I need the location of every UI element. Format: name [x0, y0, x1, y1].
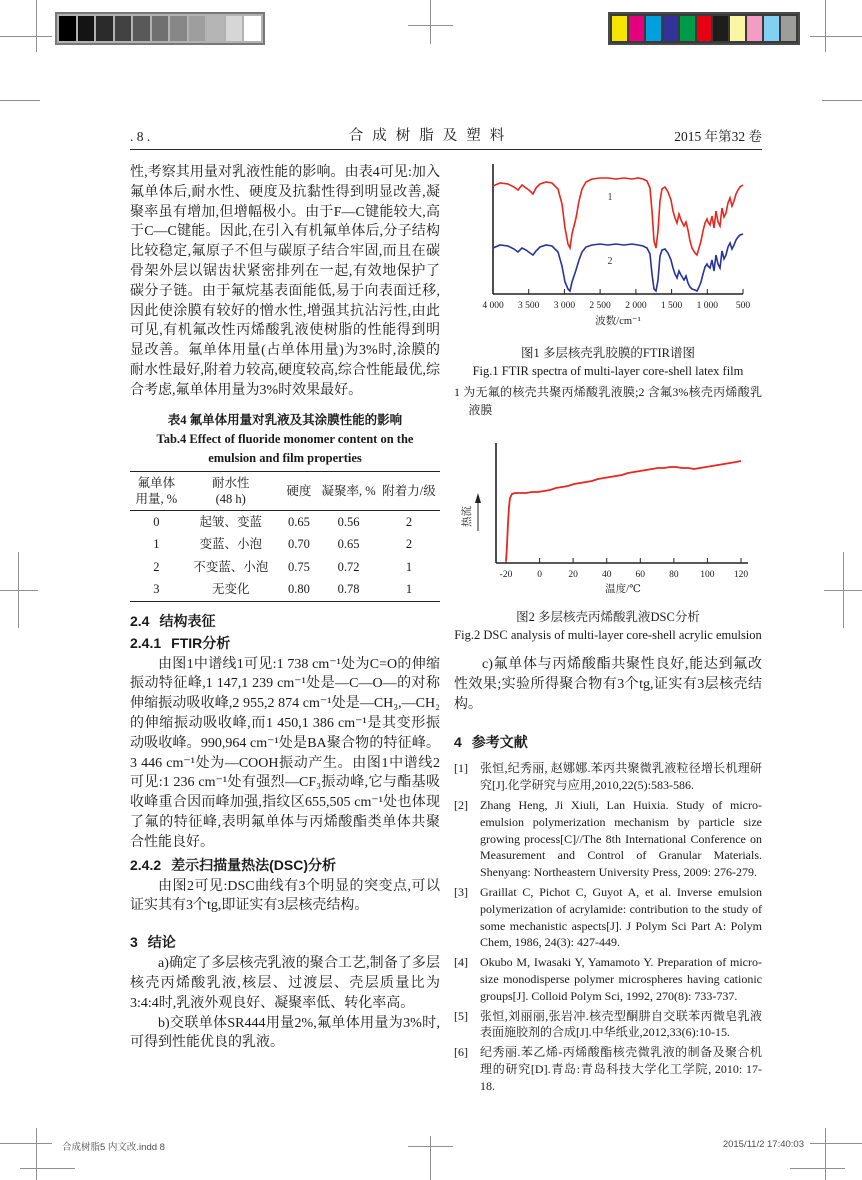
table-cell: 0.65 [287, 514, 310, 529]
crop-mark-line [810, 36, 862, 37]
list-item: [4] Okubo M, Iwasaki Y, Yamamoto Y. Preparation of micro-size monodisperse polymer microspheres having cationic groups[J]. Colloid Polym Sci, 1992, 270(8): 733-737. [454, 955, 762, 1003]
gray-swatch [115, 16, 132, 41]
crop-mark-line [824, 590, 862, 591]
table-cell: 2 [405, 514, 413, 529]
left-column [130, 163, 440, 1053]
color-swatch [612, 16, 627, 41]
gray-swatch [170, 16, 187, 41]
gray-swatch [133, 16, 150, 41]
crop-mark-line [810, 1143, 862, 1144]
section-heading-2-4: 2.4 结构表征 [130, 612, 216, 629]
table-cell: 0 [153, 514, 160, 529]
x-tick-label: 60 [635, 570, 646, 580]
gray-swatch [189, 16, 206, 41]
color-swatch [697, 16, 712, 41]
issue-info: 2015 年第32 卷 [674, 129, 762, 144]
figure1-caption-en: Fig.1 FTIR spectra of multi-layer core-shell latex film [472, 364, 744, 378]
crop-mark-line [825, 0, 826, 52]
x-tick-label: 0 [537, 570, 542, 580]
figure1-caption-zh: 图1 多层核壳乳胶膜的FTIR谱图 [521, 346, 695, 360]
crop-mark-line [0, 36, 52, 37]
table4-caption-en2: emulsion and film properties [208, 450, 362, 465]
color-swatch [646, 16, 661, 41]
gray-swatch [226, 16, 243, 41]
gray-swatch [152, 16, 169, 41]
figure2-caption-en: Fig.2 DSC analysis of multi-layer core-shell acrylic emulsion [454, 628, 762, 642]
crop-mark-line [36, 1128, 37, 1180]
x-tick-label: 2 500 [589, 301, 611, 311]
right-column [454, 156, 762, 1098]
y-axis-arrow-icon [475, 493, 481, 503]
x-tick-label: 100 [700, 570, 715, 580]
gray-swatch [207, 16, 224, 41]
table-cell: 1 [405, 559, 413, 574]
table-header-cell: 凝聚率, % [319, 471, 378, 510]
x-tick-label: 1 000 [696, 301, 718, 311]
x-tick-label: -20 [499, 570, 513, 580]
dsc-curve [506, 461, 741, 561]
table-cell: 2 [405, 537, 413, 552]
section-heading-2-4-1: 2.4.1 FTIR分析 [130, 634, 231, 651]
crop-mark-line [825, 1128, 826, 1180]
running-head [130, 128, 762, 150]
list-item: [6] 纪秀丽.苯乙烯-丙烯酸酯核壳微乳液的制备及聚合机理的研究[D].青岛:青岛科技大学化工学院, 2010: 17-18. [454, 1045, 762, 1093]
table-row [130, 556, 440, 579]
table4 [130, 471, 440, 602]
ftir-curve-2 [493, 234, 743, 291]
table-cell: 变蓝、小泡 [199, 537, 262, 552]
crop-mark-line [430, 1136, 431, 1180]
ftir-chart [458, 156, 758, 336]
table-row [130, 533, 440, 556]
y-axis-label: 热流 [462, 506, 473, 527]
x-axis-label: 波数/cm⁻¹ [595, 316, 641, 327]
color-swatch [629, 16, 644, 41]
body-paragraph: 性,考察其用量对乳液性能的影响。由表4可见:加入氟单体后,耐水性、硬度及抗黏性得到明显改善,凝聚率虽有增加,但增幅极小。由于F—C键能较大,高于C—C键能。因此,在引入有机氟单体后,分子结构比较稳定,氟原子不但与碳原子结合牢固,而且在碳骨架外层以锯齿状紧密排列在一起,有效地保护了碳分子链。由于氟烷基表面能低,易于向表面迁移,因此使涂膜有较好的憎水性,增强其抗沾污性,由此可见,有机氟改性丙烯酸乳液使树脂的性能得到明显改善。氟单体用量(占单体用量)为3%时,涂膜的耐水性最好,附着力较高,硬度较高,综合性能最优,综合考虑,氟单体用量为3%时效果最好。 [130, 165, 440, 398]
list-item: [2] Zhang Heng, Ji Xiuli, Lan Huixia. Study of micro-emulsion polymerization mechanism by particle size growing process[C]//The 8th International Conference on Measurement and Control of Granular Materials. Shenyang: Northeastern University Press, 2009: 276-279. [454, 797, 762, 880]
x-tick-label: 20 [568, 570, 578, 580]
footer-filename: 合成树脂5 内文改.indd 8 [62, 1142, 165, 1153]
curve2-label: 2 [607, 256, 613, 267]
ftir-paragraph: 由图1中谱线1可见:1 738 cm⁻¹处为C=O的伸缩振动特征峰,1 147,1 239 cm⁻¹处是—C—O—的对称伸缩振动吸收峰,2 955,2 874 cm⁻¹处是—CH₃,—CH₂的伸缩振动吸收峰,而1 450,1 386 cm⁻¹是其变形振动吸收峰。990,964 cm⁻¹处是BA聚合物的特征峰。3 446 cm⁻¹处为—COOH振动产生。由图1中谱线2可见:1 236 cm⁻¹处有强烈—CF₃振动峰,它与酯基吸收峰重合因而峰加强,指纹区655,505 cm⁻¹处也体现了氟的特征峰,表明氟单体与丙烯酸酯类单体共聚合性能良好。 [130, 656, 440, 850]
x-tick-label: 120 [733, 570, 749, 580]
crop-mark-line [430, 0, 431, 44]
section-heading-3: 3 结论 [130, 934, 176, 951]
grayscale-calibration-bar [55, 12, 265, 45]
color-swatch [663, 16, 678, 41]
x-tick-label: 1 500 [660, 301, 683, 311]
table-cell: 不变蓝、小泡 [193, 559, 269, 574]
list-item: [5] 张恒,刘丽丽,张岩冲.核壳型酮肼自交联苯丙微皂乳液表面施胶剂的合成[J].中华纸业,2012,33(6):10-15. [454, 1008, 762, 1040]
list-item: [3] Graillat C, Pichot C, Guyot A, et al. Inverse emulsion polymerization of acrylamide: contribution to the study of some mechanistic aspects[J]. J Polym Sci Part A: Polym Chem, 1986, 24(3): 427-449. [454, 884, 762, 950]
table-cell: 0.72 [337, 559, 360, 574]
table4-caption-en: Tab.4 Effect of fluoride monomer content on the [156, 431, 414, 446]
reference-list [454, 760, 762, 1094]
curve1-label: 1 [607, 192, 613, 203]
table-cell: 1 [405, 582, 413, 597]
table-cell: 0.56 [337, 514, 360, 529]
x-tick-label: 3 500 [518, 301, 540, 311]
crop-mark-line [0, 1143, 52, 1144]
table-cell: 0.78 [337, 582, 360, 597]
conclusion-b: b)交联单体SR444用量2%,氟单体用量为3%时,可得到性能优良的乳液。 [130, 1015, 440, 1051]
dsc-paragraph: 由图2可见:DSC曲线有3个明显的突变点,可以证实其有3个tg,即证实有3层核壳结构。 [130, 878, 440, 914]
figure2 [454, 435, 762, 643]
crop-mark-line [822, 100, 862, 101]
figure1-legend: 1 为无氟的核壳共聚丙烯酸乳液膜;2 含氟3%核壳丙烯酸乳液膜 [454, 385, 762, 417]
color-swatch [680, 16, 695, 41]
crop-mark-line [0, 100, 40, 101]
footer-timestamp: 2015/11/2 17:40:03 [722, 1139, 804, 1150]
table-cell: 无变化 [211, 582, 250, 597]
color-calibration-bar [608, 12, 800, 45]
table-cell: 2 [153, 559, 160, 574]
table-cell: 0.65 [337, 537, 360, 552]
page-number: . 8 . [130, 129, 151, 144]
table-row [130, 510, 440, 533]
table-header-cell: 氟单体 用量, % [130, 471, 183, 510]
figure1 [454, 156, 762, 419]
table-cell: 0.70 [287, 537, 310, 552]
table-header-cell: 耐水性 (48 h) [183, 471, 279, 510]
list-item: [1] 张恒,纪秀丽, 赵娜娜.苯丙共聚微乳液粒径增长机理研究[J].化学研究与应用,2010,22(5):583-586. [454, 761, 762, 793]
journal-title: 合成树脂及塑料 [348, 128, 514, 144]
x-axis-label: 温度/℃ [605, 584, 641, 595]
section-heading-2-4-2: 2.4.2 差示扫描量热法(DSC)分析 [130, 856, 337, 873]
x-tick-label: 40 [601, 570, 612, 580]
gray-swatch [59, 16, 76, 41]
crop-mark-line [408, 25, 453, 26]
conclusion-c: c)氟单体与丙烯酸酯共聚性良好,能达到氟改性效果;实验所得聚合物有3个tg,证实有3层核壳结构。 [454, 657, 762, 712]
table-header-row [130, 471, 440, 510]
crop-mark-line [0, 590, 38, 591]
table-header-cell: 附着力/级 [378, 471, 440, 510]
references-heading: 4 参考文献 [454, 734, 528, 751]
table-row [130, 578, 440, 601]
table4-caption-zh: 表4 氟单体用量对乳液及其涂膜性能的影响 [167, 412, 403, 427]
conclusion-a: a)确定了多层核壳乳液的聚合工艺,制备了多层核壳丙烯酸乳液,核层、过渡层、壳层质量比为3:4:4时,乳液外观良好、凝聚率低、转化率高。 [130, 956, 440, 1011]
gray-swatch [96, 16, 113, 41]
table-cell: 起皱、变蓝 [199, 514, 262, 529]
x-tick-label: 80 [669, 570, 679, 580]
table-cell: 3 [153, 582, 160, 597]
table-header-cell: 硬度 [279, 471, 319, 510]
table-cell: 1 [153, 537, 160, 552]
crop-mark-line [790, 1168, 845, 1169]
x-tick-label: 2 000 [625, 301, 647, 311]
crop-mark-line [36, 0, 37, 52]
crop-mark-line [20, 1168, 75, 1169]
gray-swatch [244, 16, 261, 41]
table-cell: 0.80 [287, 582, 310, 597]
color-swatch [781, 16, 796, 41]
gray-swatch [78, 16, 95, 41]
color-swatch [713, 16, 728, 41]
x-tick-label: 3 000 [553, 301, 576, 311]
figure2-caption-zh: 图2 多层核壳丙烯酸乳液DSC分析 [516, 610, 700, 624]
x-tick-label: 500 [735, 301, 751, 311]
table-cell: 0.75 [287, 559, 310, 574]
color-swatch [747, 16, 762, 41]
x-tick-label: 4 000 [482, 301, 504, 311]
color-swatch [764, 16, 779, 41]
dsc-chart [458, 435, 758, 600]
crop-mark-line [408, 1146, 453, 1147]
color-swatch [730, 16, 745, 41]
